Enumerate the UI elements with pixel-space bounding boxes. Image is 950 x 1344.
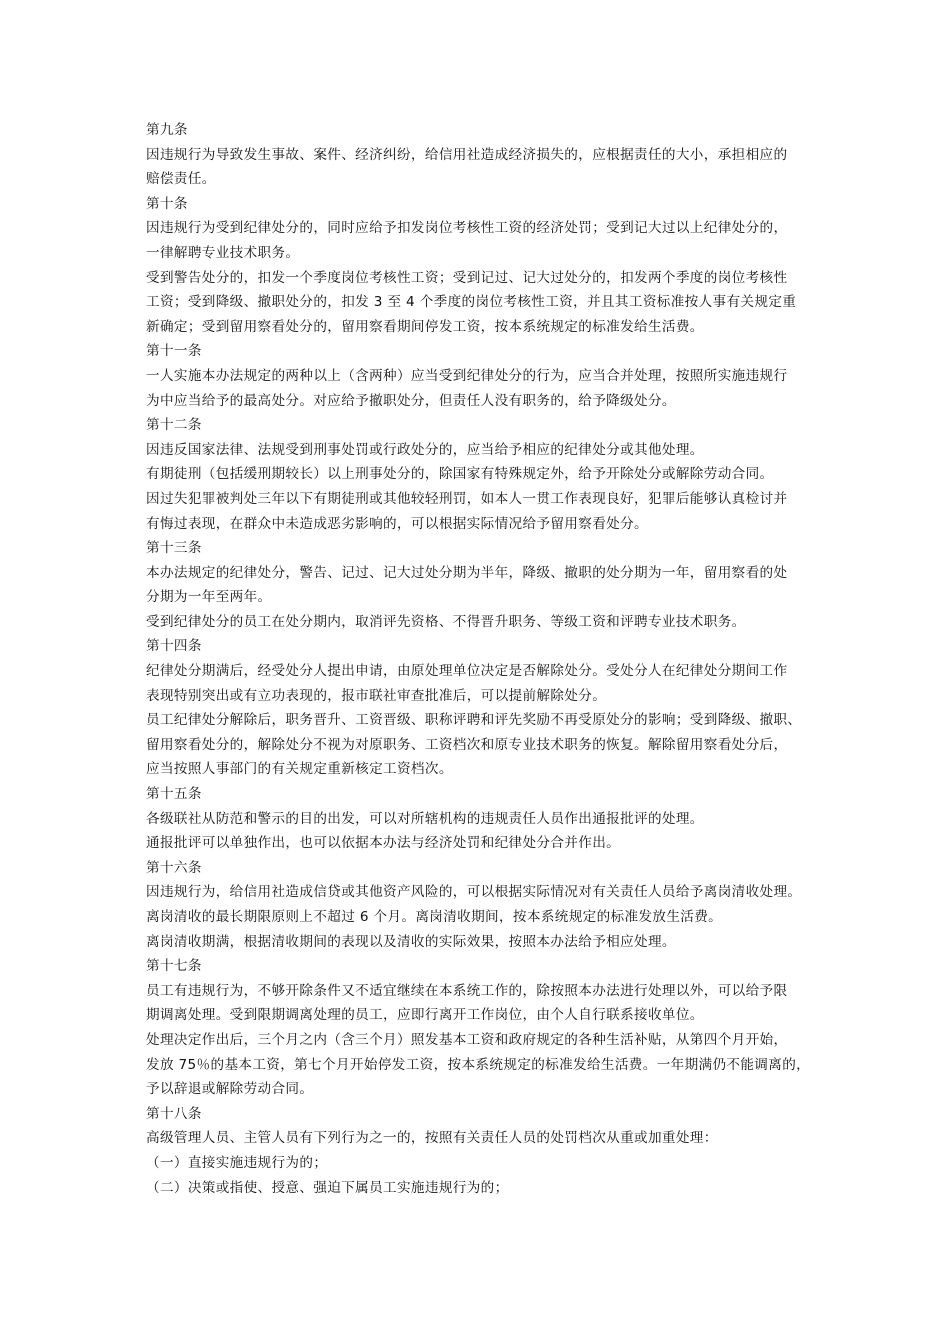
text-line: 处理决定作出后，三个月之内（含三个月）照发基本工资和政府规定的各种生活补贴，从第四个月开始，: [146, 1031, 788, 1048]
text-line: （一）直接实施违规行为的；: [146, 1154, 328, 1171]
text-line: 因违规行为，给信用社造成信贷或其他资产风险的，可以根据实际情况对有关责任人员给予离岗清收处理。: [146, 884, 802, 901]
text-line: 第十四条: [146, 638, 202, 655]
text-line: 期调离处理。受到限期调离处理的员工，应即行离开工作岗位，由个人自行联系接收单位。: [146, 1007, 704, 1024]
text-line: 表现特别突出或有立功表现的，报市联社审查批准后，可以提前解除处分。: [146, 687, 607, 704]
text-line: 有期徒刑（包括缓刑期较长）以上刑事处分的，除国家有特殊规定外，给予开除处分或解除劳动合同。: [146, 466, 774, 483]
text-line: 第十六条: [146, 859, 202, 876]
text-line: （二）决策或指使、授意、强迫下属员工实施违规行为的；: [146, 1179, 509, 1196]
text-line: 赔偿责任。: [146, 171, 216, 188]
text-line: 第十八条: [146, 1105, 202, 1122]
text-line: 第十一条: [146, 343, 202, 360]
text-line: 本办法规定的纪律处分，警告、记过、记大过处分期为半年，降级、撤职的处分期为一年，留用察看的处: [146, 564, 788, 581]
text-line: 各级联社从防范和警示的目的出发，可以对所辖机构的违规责任人员作出通报批评的处理。: [146, 810, 704, 827]
text-line: 高级管理人员、主管人员有下列行为之一的，按照有关责任人员的处罚档次从重或加重处理：: [146, 1130, 718, 1147]
text-line: 离岗清收期满，根据清收期间的表现以及清收的实际效果，按照本办法给予相应处理。: [146, 933, 676, 950]
text-line: 一律解聘专业技术职务。: [146, 244, 300, 261]
text-line: 有悔过表现，在群众中未造成恶劣影响的，可以根据实际情况给予留用察看处分。: [146, 515, 648, 532]
text-line: 因违规行为受到纪律处分的，同时应给予扣发岗位考核性工资的经济处罚；受到记大过以上纪律处分的，: [146, 220, 788, 237]
text-line: 因违规行为导致发生事故、案件、经济纠纷，给信用社造成经济损失的，应根据责任的大小，承担相应的: [146, 146, 788, 163]
text-line: 为中应当给予的最高处分。对应给予撤职处分，但责任人没有职务的，给予降级处分。: [146, 392, 676, 409]
text-line: 第九条: [146, 122, 188, 138]
text-line: 纪律处分期满后，经受处分人提出申请，由原处理单位决定是否解除处分。受处分人在纪律处分期间工作: [146, 663, 788, 680]
text-line: 新确定；受到留用察看处分的，留用察看期间停发工资，按本系统规定的标准发给生活费。: [146, 318, 704, 335]
document-body: [146, 118, 810, 1200]
text-line: 因违反国家法律、法规受到刑事处罚或行政处分的，应当给予相应的纪律处分或其他处理。: [146, 441, 704, 458]
text-line: 第十三条: [146, 540, 202, 557]
text-line: 留用察看处分的，解除处分不视为对原职务、工资档次和原专业技术职务的恢复。解除留用察看处分后，: [146, 736, 788, 753]
text-line: 工资；受到降级、撤职处分的，扣发 3 至 4 个季度的岗位考核性工资，并且其工资标准按人事有关规定重: [146, 294, 797, 311]
text-line: 第十五条: [146, 786, 202, 803]
text-line: 第十条: [146, 195, 188, 212]
text-line: 分期为一年至两年。: [146, 589, 272, 606]
text-line: 离岗清收的最长期限原则上不超过 6 个月。离岗清收期间，按本系统规定的标准发放生活费。: [146, 909, 723, 925]
text-line: 员工纪律处分解除后，职务晋升、工资晋级、职称评聘和评先奖励不再受原处分的影响；受到降级、撤职、: [146, 712, 802, 729]
text-line: 第十二条: [146, 417, 202, 434]
text-line: 因过失犯罪被判处三年以下有期徒刑或其他较轻刑罚，如本人一贯工作表现良好，犯罪后能够认真检讨并: [146, 490, 788, 507]
text-line: 一人实施本办法规定的两种以上（含两种）应当受到纪律处分的行为，应当合并处理，按照所实施违规行: [146, 367, 788, 384]
text-line: 第十七条: [146, 958, 202, 975]
text-line: 受到警告处分的，扣发一个季度岗位考核性工资；受到记过、记大过处分的，扣发两个季度的岗位考核性: [146, 269, 788, 286]
text-line: 应当按照人事部门的有关规定重新核定工资档次。: [146, 761, 453, 778]
text-line: 发放 75％的基本工资，第七个月开始停发工资，按本系统规定的标准发给生活费。一年期满仍不能调离的，: [146, 1056, 811, 1073]
text-line: 受到纪律处分的员工在处分期内，取消评先资格、不得晋升职务、等级工资和评聘专业技术职务。: [146, 613, 746, 630]
text-line: 通报批评可以单独作出，也可以依据本办法与经济处罚和纪律处分合并作出。: [146, 835, 621, 852]
text-line: 予以辞退或解除劳动合同。: [146, 1081, 314, 1098]
text-line: 员工有违规行为，不够开除条件又不适宜继续在本系统工作的，除按照本办法进行处理以外，可以给予限: [146, 982, 788, 999]
